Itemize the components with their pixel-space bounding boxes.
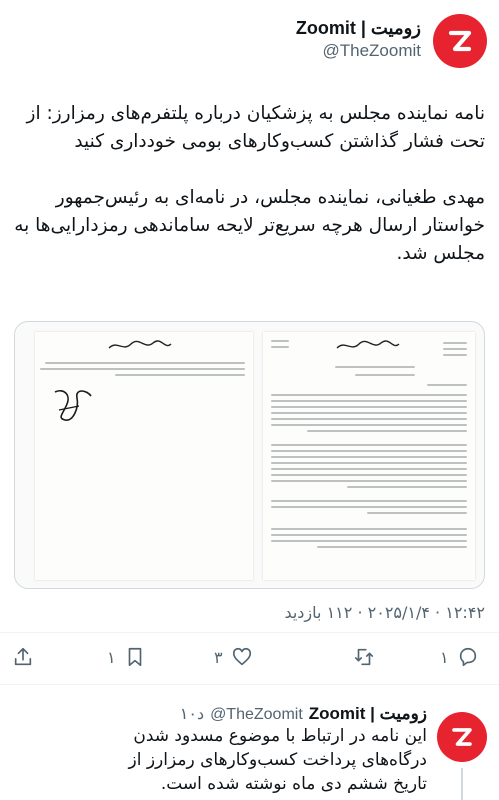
zoomit-logo-icon [447,722,477,752]
bookmark-count: ۱ [107,647,116,667]
tweet-paragraph: نامه نماینده مجلس به پزشکیان درباره پلتفرم‌های رمزارز: از تحت فشار گذاشتن کسب‌وکارهای بومی خودداری کنید [26,103,485,152]
bookmark-icon [124,646,146,668]
reply-count: ۱ [440,647,449,667]
reply-display-name[interactable]: Zoomit | زومیت [308,704,427,723]
author-handle[interactable]: @TheZoomit [322,41,421,60]
letter-seal [105,338,175,356]
heart-icon [231,646,253,668]
thread-line [461,768,463,800]
retweet-button[interactable] [345,646,375,668]
letter-image-page-2[interactable] [35,332,253,580]
reply-time[interactable]: ۱۰د [179,706,205,723]
zoomit-logo-icon [443,24,477,58]
avatar[interactable] [433,14,487,68]
tweet-media[interactable] [14,321,485,589]
share-button[interactable] [12,646,34,668]
signature-icon [49,384,95,426]
reply-button[interactable] [440,646,479,668]
bookmark-button[interactable] [107,646,146,668]
reply-handle[interactable]: @TheZoomit [210,706,303,723]
reply-body: این نامه در ارتباط با موضوع مسدود شدن درگاه‌های پرداخت کسب‌وکارهای رمزارز از تاریخ ششم دی ماه نوشته شده است. [128,726,427,794]
divider [0,632,499,633]
share-icon [12,646,34,668]
reply-header [180,702,427,724]
action-bar [0,640,499,676]
tweet-body [14,100,485,296]
retweet-icon [353,646,375,668]
reply-avatar[interactable] [437,712,487,762]
reply-tweet[interactable] [0,700,499,800]
tweet-paragraph: مهدی طغیانی، نماینده مجلس، در نامه‌ای به رئیس‌جمهور خواستار ارسال هرچه سریع‌تر لایحه ساماندهی رمزدارایی‌ها به مجلس شد. [14,187,485,264]
author-info[interactable] [296,18,421,61]
tweet-header [12,14,487,74]
letter-seal [333,338,403,356]
reply-icon [457,646,479,668]
tweet-meta: ۱۲:۴۲ · ۲۰۲۵/۱/۴ · ۱۱۲ بازدید [284,603,485,622]
author-display-name[interactable]: Zoomit | زومیت [295,18,421,38]
letter-image-page-1[interactable] [263,332,475,580]
like-count: ۳ [214,647,223,667]
like-button[interactable] [214,646,253,668]
divider [0,684,499,685]
